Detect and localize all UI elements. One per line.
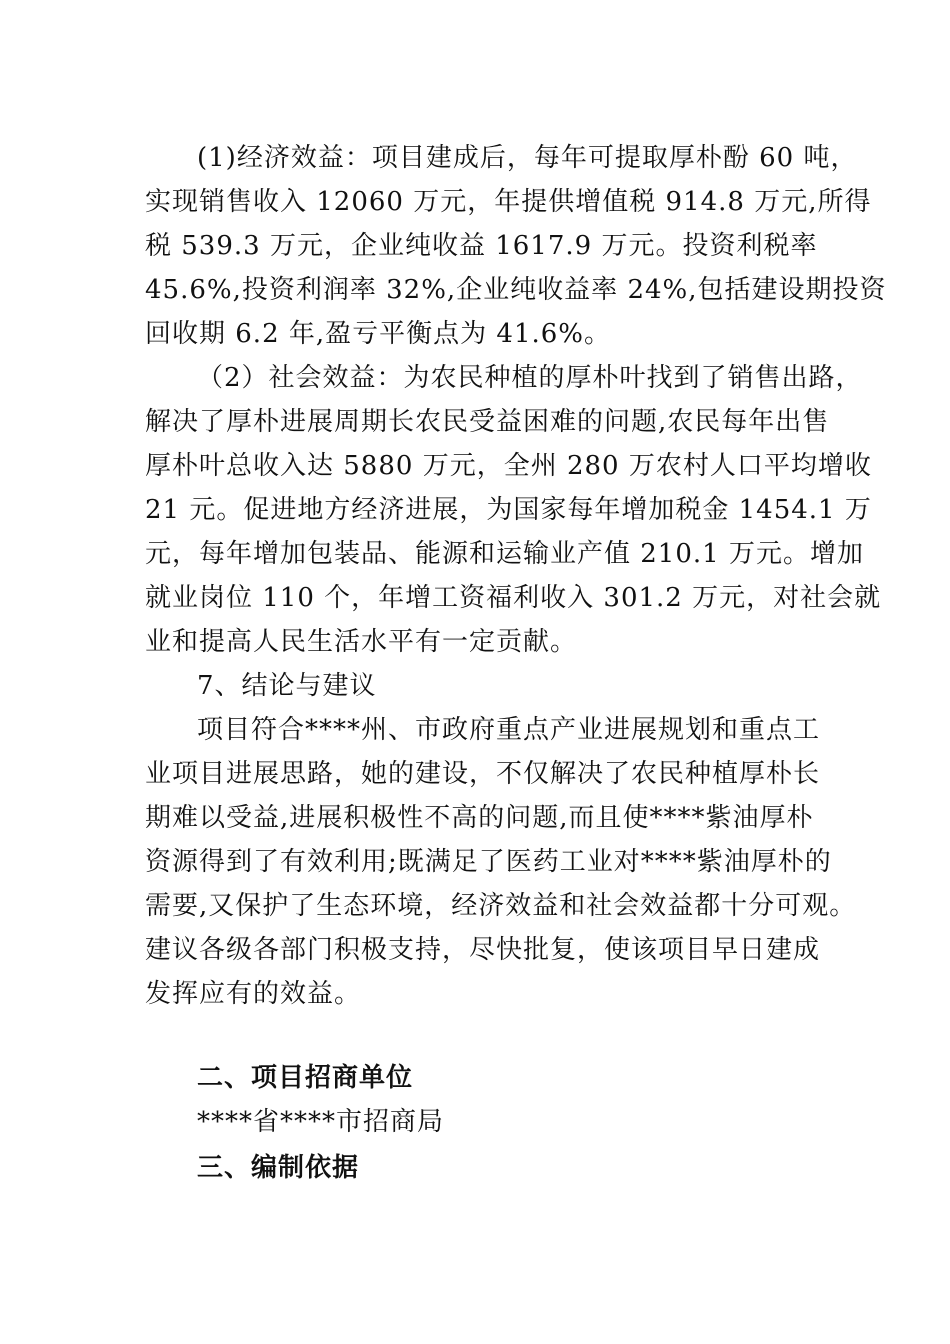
paragraph-conclusion-line: 建议各级各部门积极支持，尽快批复，使该项目早日建成 <box>145 935 821 965</box>
paragraph-economic-line: (1)经济效益：项目建成后，每年可提取厚朴酚 60 吨， <box>197 143 858 173</box>
paragraph-conclusion-line: 项目符合****州、市政府重点产业进展规划和重点工 <box>197 715 821 745</box>
paragraph-economic-line: 45.6%,投资利润率 32%,企业纯收益率 24%,包括建设期投资 <box>145 275 887 305</box>
paragraph-conclusion-line: 需要,又保护了生态环境，经济效益和社会效益都十分可观。 <box>145 891 857 921</box>
paragraph-social-line: 元，每年增加包装品、能源和运输业产值 210.1 万元。增加 <box>145 539 864 569</box>
paragraph-conclusion-line: 资源得到了有效利用;既满足了医药工业对****紫油厚朴的 <box>145 847 832 877</box>
paragraph-conclusion-line: 业项目进展思路，她的建设，不仅解决了农民种植厚朴长 <box>145 759 821 789</box>
paragraph-conclusion-line: 期难以受益,进展积极性不高的问题,而且使****紫油厚朴 <box>145 803 814 833</box>
paragraph-social-line: 业和提高人民生活水平有一定贡献。 <box>145 627 578 657</box>
paragraph-economic-line: 税 539.3 万元，企业纯收益 1617.9 万元。投资利税率 <box>145 231 818 261</box>
paragraph-conclusion-line: 发挥应有的效益。 <box>145 979 362 1009</box>
paragraph-social-line: 就业岗位 110 个，年增工资福利收入 301.2 万元，对社会就 <box>145 583 882 613</box>
paragraph-social-line: 厚朴叶总收入达 5880 万元，全州 280 万农村人口平均增收 <box>145 451 872 481</box>
section-3-heading: 三、编制依据 <box>197 1153 360 1183</box>
section-2-heading: 二、项目招商单位 <box>197 1063 414 1093</box>
paragraph-social-line: （2）社会效益：为农民种植的厚朴叶找到了销售出路， <box>197 363 863 393</box>
paragraph-economic-line: 实现销售收入 12060 万元，年提供增值税 914.8 万元,所得 <box>145 187 872 217</box>
section-7-title: 7、结论与建议 <box>197 671 377 701</box>
paragraph-social-line: 解决了厚朴进展周期长农民受益困难的问题,农民每年出售 <box>145 407 830 437</box>
paragraph-social-line: 21 元。促进地方经济进展，为国家每年增加税金 1454.1 万 <box>145 495 872 525</box>
paragraph-economic-line: 回收期 6.2 年,盈亏平衡点为 41.6%。 <box>145 319 612 349</box>
investment-unit: ****省****市招商局 <box>197 1107 445 1137</box>
